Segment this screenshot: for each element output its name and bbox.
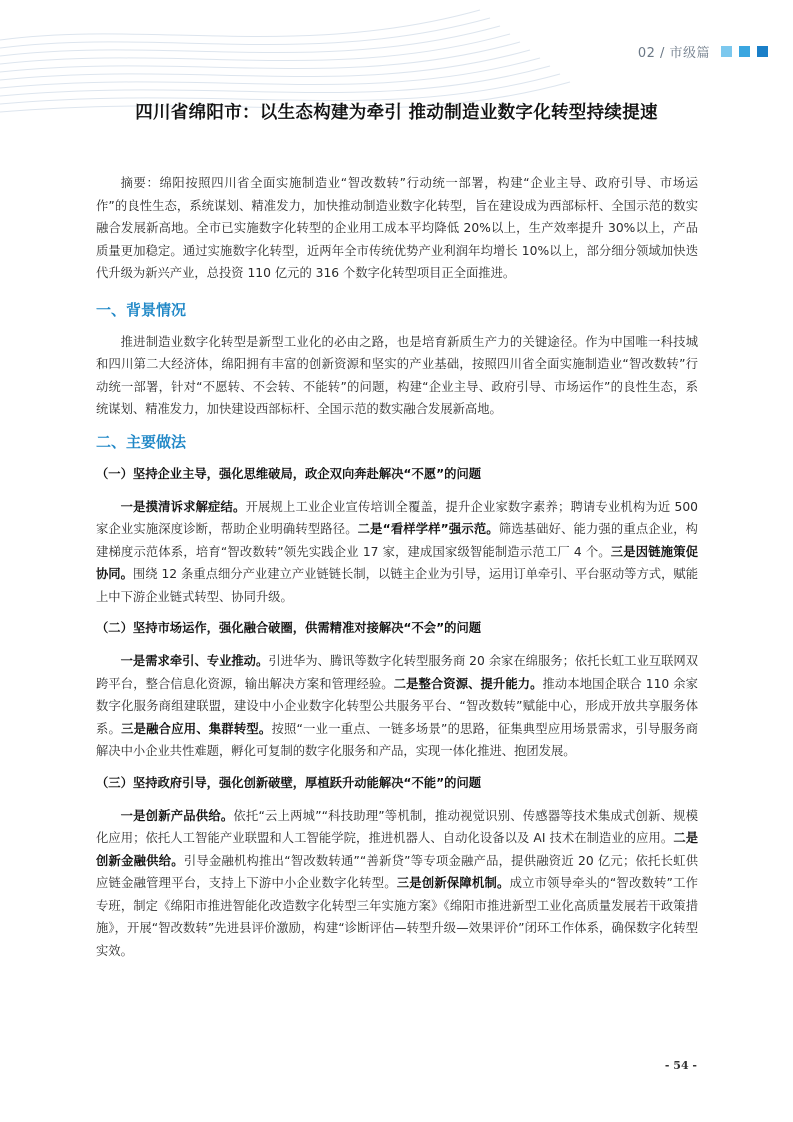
page-header [638,40,768,62]
header-square-dark [757,46,768,57]
abstract: 摘要：绵阳按照四川省全面实施制造业“智改数转”行动统一部署，构建“企业主导、政府引导、市场运作”的良性生态，系统谋划、精准发力，加快推动制造业数字化转型，旨在建设成为西部标杆、全国示范的数实融合发展新高地。全市已实施数字化转型的企业用工成本平均降低 20%以上，生产效率提升 30%以上，产品质量更加稳定。通过实施数字化转型，近两年全市传统优势产业利润年均增长 10%以上，部分细分领域加快迭代升级为新兴产业，总投资 110 亿元的 316 个数字化转型项目正全面推进。 [96,176,698,280]
bold-lead: 二是“看样学样”强示范。 [357,522,499,536]
body-text: 推动本地国企联合 110 余家数字化服务商组建联盟，建设中小企业数字化转型公共服务平台、“智改数转”赋能中心，形成开放共享服务体系。 [96,676,698,736]
body-text: 按照“一业一重点、一链多场景”的思路，征集典型应用场景需求，引导服务商解决中小企业共性难题，孵化可复制的数字化服务和产品，实现一体化推进、抱团发展。 [96,721,698,758]
subheading-2: （二）坚持市场运作，强化融合破圈，供需精准对接解决“不会”的问题 [96,621,482,635]
body-text: 围绕 12 条重点细分产业建立产业链链长制，以链主企业为引导，运用订单牵引、平台驱动等方式，赋能上中下游企业链式转型、协同升级。 [96,567,698,604]
background-paragraph: 推进制造业数字化转型是新型工业化的必由之路，也是培育新质生产力的关键途径。作为中国唯一科技城和四川第二大经济体，绵阳拥有丰富的创新资源和坚实的产业基础，按照四川省全面实施制造业“智改数转”行动统一部署，针对“不愿转、不会转、不能转”的问题，构建“企业主导、政府引导、市场运作”的良性生态，系统谋划、精准发力，加快建设西部标杆、全国示范的数实融合发展新高地。 [96,334,698,416]
bold-lead: 三是融合应用、集群转型。 [121,721,272,736]
article-body [96,172,698,962]
approach-paragraph-3 [96,805,698,963]
approach-paragraph-1 [96,496,698,609]
header-square-light [721,46,732,57]
body-text: 成立市领导牵头的“智改数转”工作专班，制定《绵阳市推进智能化改造数字化转型三年实施方案》《绵阳市推进新型工业化高质量发展若干政策措施》，开展“智改数转”先进县评价激励，构建“诊断评估—转型升级—效果评价”闭环工作体系，确保数字化转型实效。 [96,876,698,958]
body-text: 依托“云上两城”“科技助理”等机制，推动视觉识别、传感器等技术集成式创新、规模化应用；依托人工智能产业联盟和人工智能学院，推进机器人、自动化设备以及 AI 技术在制造业的应用。 [96,808,698,845]
subheading-1: （一）坚持企业主导，强化思维破局，政企双向奔赴解决“不愿”的问题 [96,466,482,481]
body-text: 开展规上工业企业宣传培训全覆盖，提升企业家数字素养；聘请专业机构为近 500 家企业实施深度诊断，帮助企业明确转型路径。 [96,499,698,536]
subheading-3: （三）坚持政府引导，强化创新破壁，厚植跃升动能解决“不能”的问题 [96,775,482,790]
approach-paragraph-2 [96,650,698,763]
page-number: - 54 - [664,1059,697,1072]
bold-lead: 二是创新金融供给。 [96,831,698,868]
bold-lead: 二是整合资源、提升能力。 [393,676,543,691]
page-title: 四川省绵阳市：以生态构建为牵引 推动制造业数字化转型持续提速 [135,103,658,123]
decorative-background-lines [0,0,793,170]
section-label: 02 / 市级篇 [637,45,710,61]
bold-lead: 三是因链施策促协同。 [96,544,698,581]
bold-lead: 一是摸清诉求解症结。 [120,499,246,514]
body-text: 引进华为、腾讯等数字化转型服务商 20 余家在绵服务；依托长虹工业互联网双跨平台，整合信息化资源，输出解决方案和管理经验。 [96,654,698,691]
bold-lead: 三是创新保障机制。 [396,876,510,890]
body-text: 引导金融机构推出“智改数转通”“善新贷”等专项金融产品，提供融资近 20 亿元；依托长虹供应链金融管理平台，支持上下游中小企业数字化转型。 [96,853,698,890]
section-heading-approach: 二、主要做法 [96,432,187,451]
header-square-mid [739,46,750,57]
bold-lead: 一是创新产品供给。 [120,808,234,823]
bold-lead: 一是需求牵引、专业推动。 [120,654,269,668]
body-text: 筛选基础好、能力强的重点企业，构建梯度示范体系，培育“智改数转”领先实践企业 17 家，建成国家级智能制造示范工厂 4 个。 [96,522,698,559]
section-heading-background: 一、背景情况 [96,300,187,319]
